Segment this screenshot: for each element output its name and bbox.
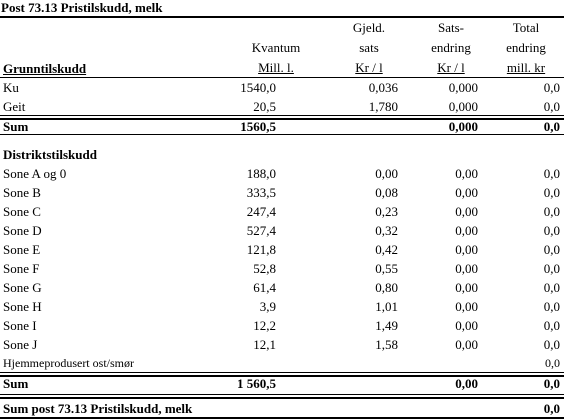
row-kvantum: 188,0 bbox=[246, 166, 276, 181]
row-kvantum: 20,5 bbox=[253, 99, 276, 114]
header-total-line2: endring bbox=[506, 40, 546, 55]
header-gjeld-line3: Kr / l bbox=[355, 60, 383, 75]
row-kvantum: 527,4 bbox=[246, 223, 276, 238]
row-label: Sone A og 0 bbox=[3, 166, 67, 181]
row-total: 0,0 bbox=[543, 185, 560, 200]
row-sats: 0,00 bbox=[455, 242, 478, 257]
row-gjeld: 1,780 bbox=[368, 99, 398, 114]
sum-sats: 0,000 bbox=[448, 119, 478, 134]
header-sats-line3: Kr / l bbox=[437, 60, 465, 75]
row-total: 0,0 bbox=[543, 223, 560, 238]
grand-rule bbox=[0, 394, 564, 395]
table-row bbox=[0, 202, 564, 221]
row-kvantum: 12,1 bbox=[253, 337, 276, 352]
row-kvantum: 1540,0 bbox=[240, 80, 276, 95]
row-sats: 0,000 bbox=[448, 99, 478, 114]
sum-total: 0,0 bbox=[543, 119, 560, 134]
row-total: 0,0 bbox=[543, 204, 560, 219]
sum-sats: 0,00 bbox=[455, 376, 478, 391]
row-kvantum: 333,5 bbox=[246, 185, 276, 200]
row-gjeld: 0,32 bbox=[375, 223, 398, 238]
page-title: Post 73.13 Pristilskudd, melk bbox=[1, 0, 163, 15]
row-gjeld: 0,42 bbox=[375, 242, 398, 257]
row-gjeld: 0,036 bbox=[368, 80, 398, 95]
row-kvantum: 121,8 bbox=[246, 242, 276, 257]
row-total: 0,0 bbox=[543, 242, 560, 257]
sum-label: Sum bbox=[3, 119, 29, 134]
row-total: 0,0 bbox=[543, 280, 560, 295]
sum-kvantum: 1560,5 bbox=[240, 119, 276, 134]
row-total: 0,0 bbox=[545, 356, 560, 370]
header-total-line3: mill. kr bbox=[506, 60, 546, 75]
table-row bbox=[0, 240, 564, 259]
table-row bbox=[0, 297, 564, 316]
sum-total: 0,0 bbox=[543, 376, 560, 391]
header-gjeld-line2: sats bbox=[359, 40, 379, 55]
row-sats: 0,00 bbox=[455, 280, 478, 295]
sum-row-distriktstilskudd bbox=[0, 374, 564, 392]
row-total: 0,0 bbox=[543, 80, 560, 95]
row-gjeld: 0,08 bbox=[375, 185, 398, 200]
row-gjeld: 0,55 bbox=[375, 261, 398, 276]
header-kvantum-line1: Kvantum bbox=[251, 40, 301, 55]
row-gjeld: 1,49 bbox=[375, 318, 398, 333]
row-kvantum: 61,4 bbox=[253, 280, 276, 295]
sum-label: Sum bbox=[3, 376, 29, 391]
row-total: 0,0 bbox=[543, 318, 560, 333]
row-label: Sone E bbox=[3, 242, 41, 257]
row-sats: 0,00 bbox=[455, 299, 478, 314]
table-row bbox=[0, 356, 564, 371]
row-sats: 0,000 bbox=[448, 80, 478, 95]
row-gjeld: 1,01 bbox=[375, 299, 398, 314]
row-gjeld: 0,00 bbox=[375, 166, 398, 181]
row-label: Ku bbox=[3, 80, 19, 95]
row-label: Sone B bbox=[3, 185, 41, 200]
table-row bbox=[0, 221, 564, 240]
row-kvantum: 3,9 bbox=[259, 299, 276, 314]
row-label: Sone H bbox=[3, 299, 42, 314]
row-sats: 0,00 bbox=[455, 223, 478, 238]
row-label: Sone F bbox=[3, 261, 40, 276]
header-kvantum-line2: Mill. l. bbox=[258, 60, 294, 75]
header-sats-line2: endring bbox=[431, 40, 471, 55]
row-sats: 0,00 bbox=[455, 337, 478, 352]
row-label: Sone J bbox=[3, 337, 38, 352]
table-row bbox=[0, 316, 564, 335]
section-grunntilskudd: Grunntilskudd bbox=[3, 61, 87, 76]
row-label: Geit bbox=[3, 99, 26, 114]
table-row bbox=[0, 78, 564, 97]
table-row bbox=[0, 278, 564, 297]
row-gjeld: 0,23 bbox=[375, 204, 398, 219]
row-label: Sone D bbox=[3, 223, 42, 238]
row-label: Sone G bbox=[3, 280, 42, 295]
row-sats: 0,00 bbox=[455, 185, 478, 200]
row-total: 0,0 bbox=[543, 261, 560, 276]
table-row bbox=[0, 335, 564, 354]
row-total: 0,0 bbox=[543, 166, 560, 181]
row-sats: 0,00 bbox=[455, 166, 478, 181]
grand-sum-total: 0,0 bbox=[543, 401, 560, 416]
section-distriktstilskudd: Distriktstilskudd bbox=[3, 147, 97, 162]
row-total: 0,0 bbox=[543, 299, 560, 314]
row-sats: 0,00 bbox=[455, 318, 478, 333]
row-total: 0,0 bbox=[543, 337, 560, 352]
table-row bbox=[0, 164, 564, 183]
grand-sum-label: Sum post 73.13 Pristilskudd, melk bbox=[3, 401, 193, 416]
row-gjeld: 1,58 bbox=[375, 337, 398, 352]
header-gjeld-line1: Gjeld. bbox=[352, 20, 386, 35]
row-label: Sone I bbox=[3, 318, 37, 333]
sum-kvantum: 1 560,5 bbox=[237, 376, 276, 391]
distrikt-rule bbox=[0, 372, 564, 373]
row-label: Hjemmeprodusert ost/smør bbox=[3, 356, 134, 370]
row-label: Sone C bbox=[3, 204, 41, 219]
table-row bbox=[0, 183, 564, 202]
row-kvantum: 247,4 bbox=[246, 204, 276, 219]
subtotal-rule bbox=[0, 115, 564, 116]
table-row bbox=[0, 97, 564, 116]
row-kvantum: 12,2 bbox=[253, 318, 276, 333]
row-sats: 0,00 bbox=[455, 204, 478, 219]
row-kvantum: 52,8 bbox=[253, 261, 276, 276]
row-total: 0,0 bbox=[543, 99, 560, 114]
row-gjeld: 0,80 bbox=[375, 280, 398, 295]
sum-rule bbox=[0, 134, 564, 135]
grand-sum-row bbox=[0, 399, 564, 417]
header-sats-line1: Sats- bbox=[438, 20, 464, 35]
table-row bbox=[0, 259, 564, 278]
header-total-line1: Total bbox=[512, 20, 540, 35]
row-sats: 0,00 bbox=[455, 261, 478, 276]
